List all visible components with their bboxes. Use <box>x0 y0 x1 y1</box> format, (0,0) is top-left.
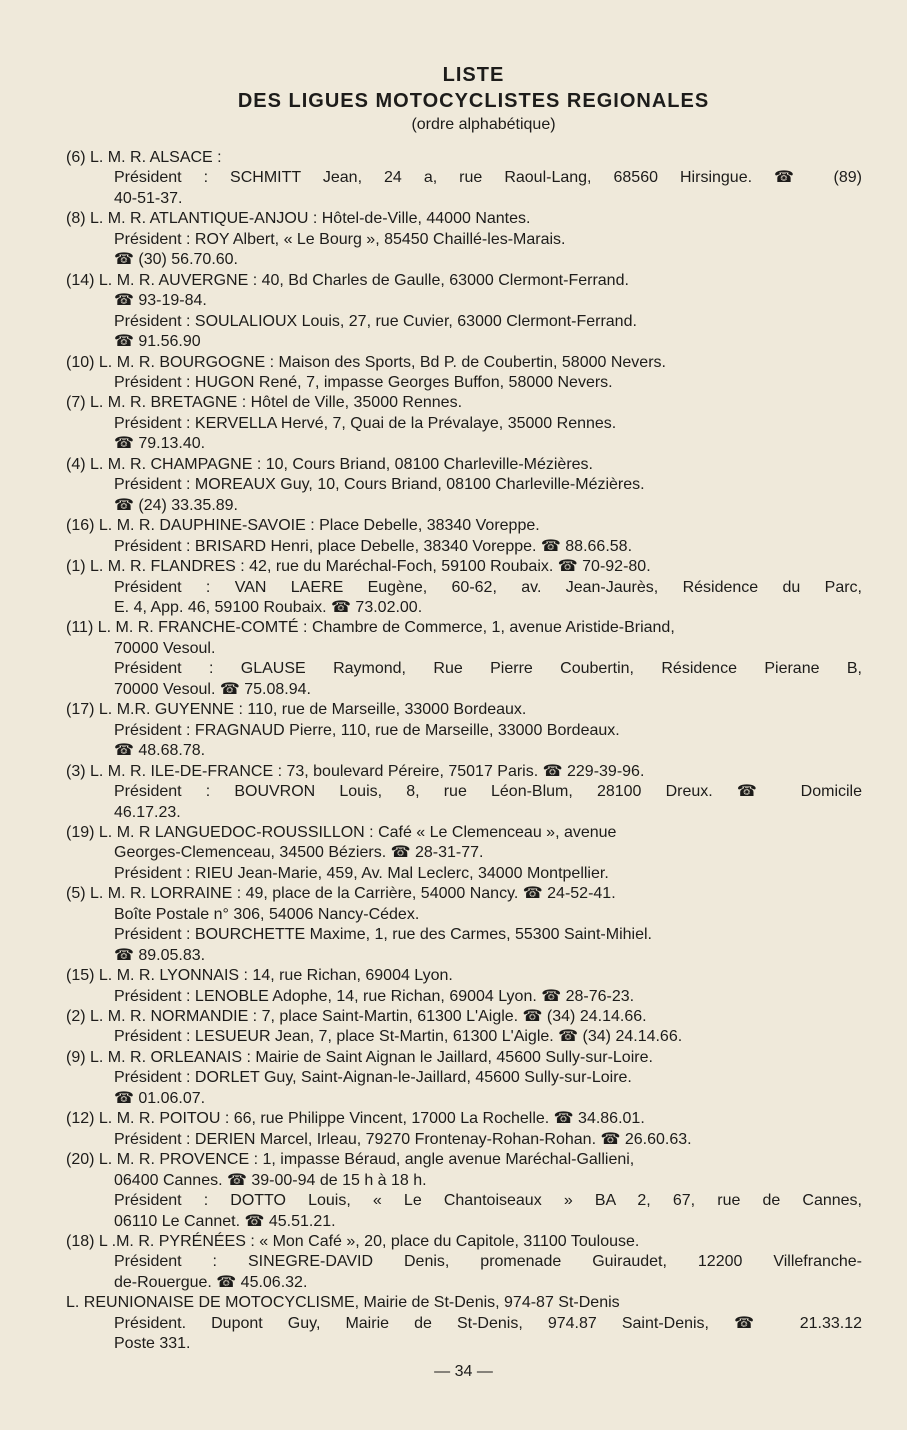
president-line: Président. Dupont Guy, Mairie de St-Denis, 974.87 Saint-Denis, ☎ 21.33.12 <box>114 1314 862 1332</box>
league-entry <box>66 1048 862 1109</box>
league-entry <box>66 762 862 823</box>
league-header-line: (8) L. M. R. ATLANTIQUE-ANJOU : Hôtel-de-Ville, 44000 Nantes. <box>66 210 531 228</box>
league-header-line: (9) L. M. R. ORLEANAIS : Mairie de Saint Aignan le Jaillard, 45600 Sully-sur-Loire. <box>66 1048 653 1066</box>
president-line: Président : SCHMITT Jean, 24 a, rue Raoul-Lang, 68560 Hirsingue. ☎ (89) <box>114 169 862 187</box>
league-header-line: (3) L. M. R. ILE-DE-FRANCE : 73, boulevard Péreire, 75017 Paris. ☎ 229-39-96. <box>66 762 645 780</box>
president-line: Président : LESUEUR Jean, 7, place St-Martin, 61300 L'Aigle. ☎ (34) 24.14.66. <box>114 1028 683 1046</box>
league-header-line: (4) L. M. R. CHAMPAGNE : 10, Cours Briand, 08100 Charleville-Mézières. <box>66 455 593 473</box>
league-header-line: (1) L. M. R. FLANDRES : 42, rue du Maréchal-Foch, 59100 Roubaix. ☎ 70-92-80. <box>66 558 651 576</box>
league-entry <box>66 271 862 353</box>
president-line: Président : MOREAUX Guy, 10, Cours Briand, 08100 Charleville-Mézières. <box>114 476 645 494</box>
league-entry <box>66 618 862 700</box>
league-header-line: L. REUNIONAISE DE MOTOCYCLISME, Mairie de St-Denis, 974-87 St-Denis <box>66 1294 620 1312</box>
league-header-line: (5) L. M. R. LORRAINE : 49, place de la Carrière, 54000 Nancy. ☎ 24-52-41. <box>66 885 616 903</box>
entry-line: 70000 Vesoul. <box>114 639 216 657</box>
league-entry <box>66 353 862 394</box>
entry-line: 70000 Vesoul. ☎ 75.08.94. <box>114 680 311 698</box>
league-entry <box>66 393 862 454</box>
league-entry <box>66 148 862 209</box>
subtitle: (ordre alphabétique) <box>411 116 556 133</box>
entry-line: Georges-Clemenceau, 34500 Béziers. ☎ 28-31-77. <box>114 844 484 862</box>
league-entry <box>66 1007 862 1048</box>
league-header-line: (18) L .M. R. PYRÉNÉES : « Mon Café », 20, place du Capitole, 31100 Toulouse. <box>66 1233 640 1251</box>
entry-line: Boîte Postale n° 306, 54006 Nancy-Cédex. <box>114 905 420 923</box>
league-entry <box>66 557 862 618</box>
entry-line: E. 4, App. 46, 59100 Roubaix. ☎ 73.02.00. <box>114 598 423 616</box>
president-line: Président : DORLET Guy, Saint-Aignan-le-Jaillard, 45600 Sully-sur-Loire. <box>114 1069 632 1087</box>
title-block <box>0 62 907 136</box>
league-header-line: (20) L. M. R. PROVENCE : 1, impasse Béraud, angle avenue Maréchal-Gallieni, <box>66 1151 635 1169</box>
president-line: Président : RIEU Jean-Marie, 459, Av. Mal Leclerc, 34000 Montpellier. <box>114 864 609 882</box>
title-line-1: LISTE <box>442 64 505 86</box>
entry-line: 06110 Le Cannet. ☎ 45.51.21. <box>114 1212 336 1230</box>
league-header-line: (15) L. M. R. LYONNAIS : 14, rue Richan, 69004 Lyon. <box>66 967 453 985</box>
entry-line: ☎ 93-19-84. <box>114 292 207 310</box>
president-line: Président : DOTTO Louis, « Le Chantoiseaux » BA 2, 67, rue de Cannes, <box>114 1192 862 1210</box>
league-header-line: (10) L. M. R. BOURGOGNE : Maison des Sports, Bd P. de Coubertin, 58000 Nevers. <box>66 353 666 371</box>
president-line: Président : BOURCHETTE Maxime, 1, rue des Carmes, 55300 Saint-Mihiel. <box>114 926 652 944</box>
league-entry <box>66 966 862 1007</box>
league-header-line: (16) L. M. R. DAUPHINE-SAVOIE : Place Debelle, 38340 Voreppe. <box>66 517 540 535</box>
entry-line: 46.17.23. <box>114 803 181 821</box>
league-entry <box>66 516 862 557</box>
president-line: Président : KERVELLA Hervé, 7, Quai de la Prévalaye, 35000 Rennes. <box>114 414 617 432</box>
league-header-line: (11) L. M. R. FRANCHE-COMTÉ : Chambre de Commerce, 1, avenue Aristide-Briand, <box>66 619 675 637</box>
entry-line: 06400 Cannes. ☎ 39-00-94 de 15 h à 18 h. <box>114 1171 427 1189</box>
entry-line: ☎ 89.05.83. <box>114 946 206 964</box>
league-entry <box>66 823 862 884</box>
league-header-line: (12) L. M. R. POITOU : 66, rue Philippe Vincent, 17000 La Rochelle. ☎ 34.86.01. <box>66 1110 645 1128</box>
entry-line: ☎ (24) 33.35.89. <box>114 496 238 514</box>
league-header-line: (6) L. M. R. ALSACE : <box>66 149 222 166</box>
entry-line: ☎ 79.13.40. <box>114 435 206 453</box>
president-line: Président : SOULALIOUX Louis, 27, rue Cuvier, 63000 Clermont-Ferrand. <box>114 312 637 330</box>
entry-line: ☎ 91.56.90 <box>114 333 201 351</box>
league-entry <box>66 884 862 966</box>
president-line: Président : VAN LAERE Eugène, 60-62, av. Jean-Jaurès, Résidence du Parc, <box>114 578 862 596</box>
president-line: Président : LENOBLE Adophe, 14, rue Richan, 69004 Lyon. ☎ 28-76-23. <box>114 987 635 1005</box>
entry-line: de-Rouergue. ☎ 45.06.32. <box>114 1273 308 1291</box>
president-line: Président : BOUVRON Louis, 8, rue Léon-Blum, 28100 Dreux. ☎ Domicile <box>114 783 862 801</box>
entry-line: ☎ 48.68.78. <box>114 742 206 760</box>
league-entry <box>66 209 862 270</box>
league-header-line: (17) L. M.R. GUYENNE : 110, rue de Marseille, 33000 Bordeaux. <box>66 701 527 719</box>
league-header-line: (19) L. M. R LANGUEDOC-ROUSSILLON : Café « Le Clemenceau », avenue <box>66 823 617 841</box>
league-entry <box>66 1109 862 1150</box>
entry-line: ☎ (30) 56.70.60. <box>114 251 238 269</box>
title-line-2: DES LIGUES MOTOCYCLISTES REGIONALES <box>237 90 710 112</box>
page-number: — 34 — <box>434 1363 493 1380</box>
league-header-line: (2) L. M. R. NORMANDIE : 7, place Saint-Martin, 61300 L'Aigle. ☎ (34) 24.14.66. <box>66 1008 647 1026</box>
entry-line: 40-51-37. <box>114 189 183 207</box>
president-line: Président : DERIEN Marcel, Irleau, 79270 Frontenay-Rohan-Rohan. ☎ 26.60.63. <box>114 1130 692 1148</box>
entry-line: ☎ 01.06.07. <box>114 1089 206 1107</box>
entry-line: Poste 331. <box>114 1335 191 1353</box>
president-line: Président : FRAGNAUD Pierre, 110, rue de Marseille, 33000 Bordeaux. <box>114 721 620 739</box>
league-entry <box>66 455 862 516</box>
president-line: Président : HUGON René, 7, impasse Georges Buffon, 58000 Nevers. <box>114 373 613 391</box>
president-line: Président : BRISARD Henri, place Debelle, 38340 Voreppe. ☎ 88.66.58. <box>114 537 633 555</box>
president-line: Président : GLAUSE Raymond, Rue Pierre Coubertin, Résidence Pierane B, <box>114 660 862 678</box>
league-header-line: (7) L. M. R. BRETAGNE : Hôtel de Ville, 35000 Rennes. <box>66 394 463 412</box>
league-entry <box>66 700 862 761</box>
president-line: Président : ROY Albert, « Le Bourg », 85450 Chaillé-les-Marais. <box>114 230 566 248</box>
league-entry <box>66 1232 862 1293</box>
president-line: Président : SINEGRE-DAVID Denis, promenade Guiraudet, 12200 Villefranche- <box>114 1253 862 1271</box>
league-list <box>66 148 862 1355</box>
league-entry <box>66 1150 862 1232</box>
league-entry <box>66 1293 862 1354</box>
league-header-line: (14) L. M. R. AUVERGNE : 40, Bd Charles de Gaulle, 63000 Clermont-Ferrand. <box>66 271 629 289</box>
